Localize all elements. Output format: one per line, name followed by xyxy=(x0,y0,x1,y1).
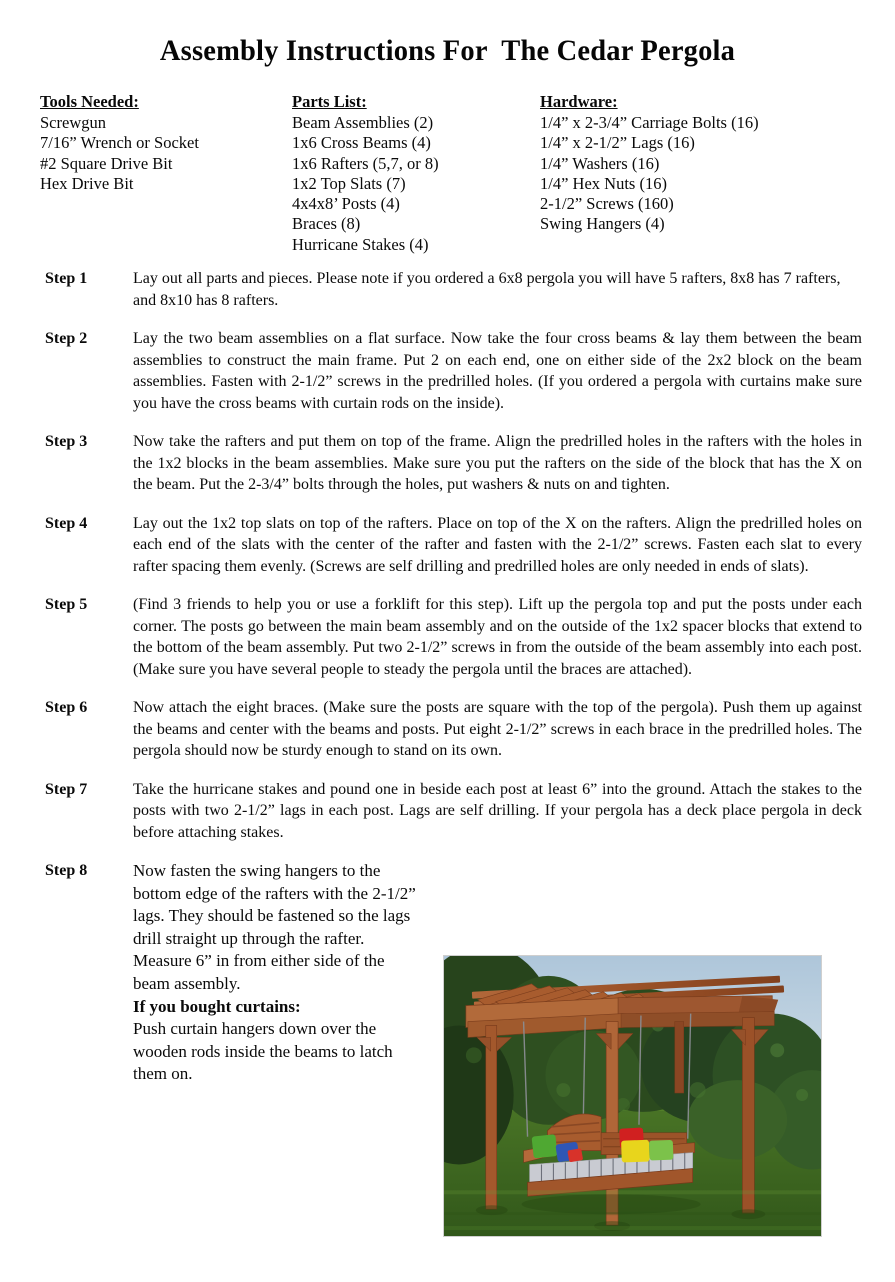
list-item: Swing Hangers (4) xyxy=(540,214,665,234)
curtains-subheading: If you bought curtains: xyxy=(133,996,301,1016)
step-text: Take the hurricane stakes and pound one in beside each post at least 6” into the ground. Attach the stakes to the posts with two 2-1/2” lags in each post. Lags are self drilling. If your pergola has a deck place pergola in deck before attaching stakes. xyxy=(133,780,862,841)
cedar-pergola-photo xyxy=(443,955,822,1237)
step-label: Step 6 xyxy=(45,699,88,716)
list-item: Hex Drive Bit xyxy=(40,173,134,193)
step-text: Now take the rafters and put them on top of the frame. Align the predrilled holes in the rafters with the holes in the 1x2 blocks in the beam assemblies. Make sure you put the rafters on the side of the block that has the X on the beam. Put the 2-3/4” bolts through the holes, put washers & nuts on and tighten. xyxy=(133,433,862,493)
list-item: #2 Square Drive Bit xyxy=(40,153,173,173)
page-title: Assembly Instructions For The Cedar Pergola xyxy=(159,34,736,67)
list-item: Hurricane Stakes (4) xyxy=(292,234,429,254)
step-label: Step 5 xyxy=(45,596,88,613)
list-item: 1/4” x 2-3/4” Carriage Bolts (16) xyxy=(540,113,759,132)
step-text-block xyxy=(133,860,423,1086)
step-label: Step 8 xyxy=(45,862,88,879)
parts-list-heading: Parts List: xyxy=(292,92,367,111)
step-item xyxy=(0,268,895,311)
step-item xyxy=(0,431,895,496)
list-item: 7/16” Wrench or Socket xyxy=(40,133,199,153)
step-item xyxy=(0,779,895,844)
list-item: 4x4x8’ Posts (4) xyxy=(292,194,400,214)
parts-list xyxy=(292,113,537,255)
tools-needed-heading: Tools Needed: xyxy=(40,92,139,111)
list-item: 1/4” x 2-1/2” Lags (16) xyxy=(540,133,695,153)
tools-needed-column xyxy=(40,92,290,194)
step-label: Step 1 xyxy=(45,270,88,287)
list-item: Screwgun xyxy=(40,113,106,132)
parts-list-column xyxy=(292,92,537,255)
hardware-column xyxy=(540,92,890,235)
step-label: Step 4 xyxy=(45,514,88,532)
step-item xyxy=(0,594,895,680)
step-label: Step 3 xyxy=(45,433,88,450)
tools-needed-list xyxy=(40,113,290,194)
hardware-heading: Hardware: xyxy=(540,92,618,111)
list-item: 1/4” Hex Nuts (16) xyxy=(540,173,667,193)
hardware-list xyxy=(540,113,890,235)
list-item: 2-1/2” Screws (160) xyxy=(540,194,674,214)
list-item: 1x6 Rafters (5,7, or 8) xyxy=(292,153,439,173)
step-text-part-two: Push curtain hangers down over the wooden rods inside the beams to latch them on. xyxy=(133,1019,393,1084)
list-item: 1x2 Top Slats (7) xyxy=(292,173,406,193)
list-item: 1x6 Cross Beams (4) xyxy=(292,133,431,153)
step-text: (Find 3 friends to help you or use a forklift for this step). Lift up the pergola top and put the posts under each corner. The posts go between the main beam assembly and on the outside of the 1x2 spacer blocks that extend to the bottom of the beam assembly. Put two 2-1/2” screws in from the outside of the beam assembly into each post. (Make sure you have several people to steady the pergola until the braces are attached). xyxy=(133,596,862,678)
step-item xyxy=(0,697,895,762)
step-item xyxy=(0,513,895,578)
list-item: Braces (8) xyxy=(292,214,361,234)
parts-and-tools-header xyxy=(0,92,895,257)
step-text-part-one: Now fasten the swing hangers to the bottom edge of the rafters with the 2-1/2” lags. They should be fastened so the lags drill straight up through the rafter. Measure 6” in from either side of the beam assembly. xyxy=(133,861,416,993)
step-text: Now attach the eight braces. (Make sure the posts are square with the top of the pergola). Push them up against the beams and center with the beams and posts. Put eight 2-1/2” screws in each brace in the predrilled holes. The pergola should now be sturdy enough to stand on its own. xyxy=(133,699,862,759)
step-text: Lay out the 1x2 top slats on top of the rafters. Place on top of the X on the rafters. Align the predrilled holes on each end of the slats with the center of the rafter and fasten with the 2-1/2” screws. Fasten each slat to every rafter spacing them evenly. (Screws are self drilling and predrilled holes are only needed in ends of slats). xyxy=(133,514,862,575)
step-text: Lay out all parts and pieces. Please note if you ordered a 6x8 pergola you will have 5 rafters, 8x8 has 7 rafters, and 8x10 has 8 rafters. xyxy=(133,270,841,309)
list-item: Beam Assemblies (2) xyxy=(292,113,434,132)
step-label: Step 2 xyxy=(45,330,88,347)
step-text: Lay the two beam assemblies on a flat surface. Now take the four cross beams & lay them between the beam assemblies to construct the main frame. Put 2 on each end, one on either side of the 2x2 block on the beam assemblies. Fasten with 2-1/2” screws in the predrilled holes. (If you ordered a pergola with curtains make sure you have the cross beams with curtain rods on the inside). xyxy=(133,330,862,412)
pergola-photo-illustration xyxy=(444,956,821,1236)
step-label: Step 7 xyxy=(45,780,88,798)
list-item: 1/4” Washers (16) xyxy=(540,153,660,173)
step-item xyxy=(0,328,895,414)
